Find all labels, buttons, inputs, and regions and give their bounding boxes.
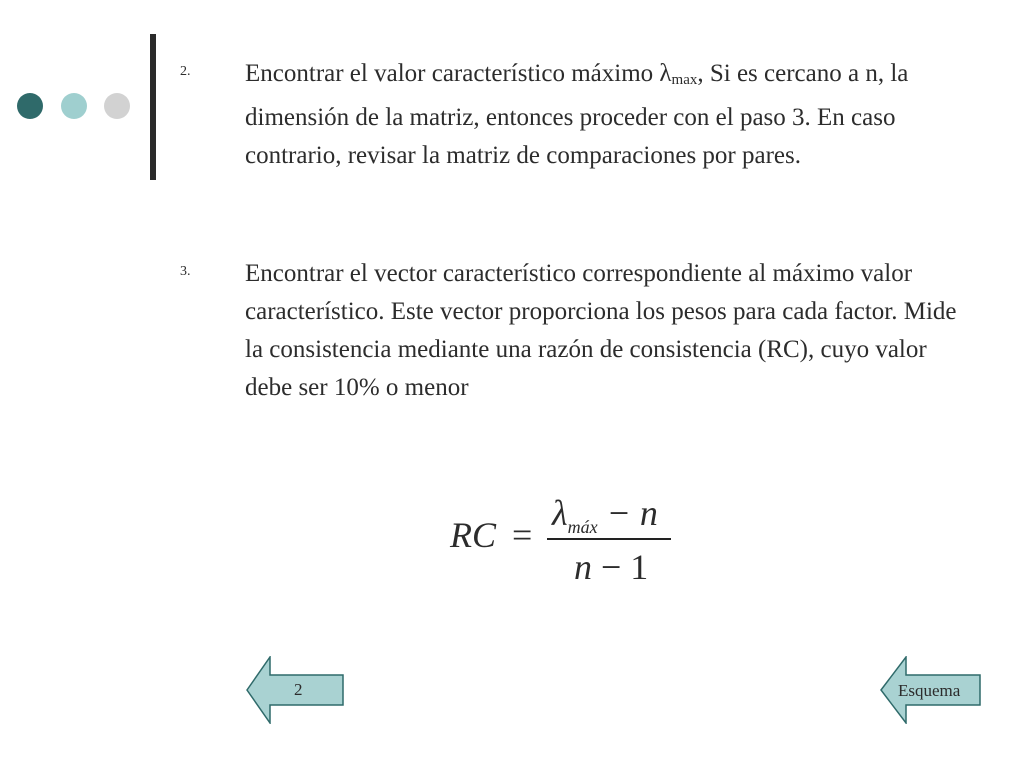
next-slide-label: Esquema bbox=[898, 681, 961, 700]
item-number: 2. bbox=[180, 64, 191, 79]
formula-denominator bbox=[574, 546, 648, 588]
decor-dot-teal bbox=[61, 93, 87, 119]
formula-lambda: λ bbox=[552, 493, 568, 533]
formula-numerator bbox=[552, 492, 658, 538]
prev-slide-label: 2 bbox=[294, 680, 303, 699]
formula-den-n: n bbox=[574, 547, 592, 587]
formula-lhs: RC bbox=[450, 515, 497, 555]
prev-slide-button[interactable] bbox=[246, 656, 346, 724]
formula-numerator-rest: − n bbox=[597, 493, 658, 533]
formula-den-rest: − 1 bbox=[592, 547, 649, 587]
item-text: Encontrar el vector característico correspondiente al máximo valor característico. Este vector proporciona los pesos para cada factor. Mide la consistencia mediante una razón de consistencia (RC), cuyo valor debe ser 10% o menor bbox=[245, 260, 957, 401]
lambda-symbol: λ bbox=[659, 60, 672, 87]
decor-dot-gray bbox=[104, 93, 130, 119]
decor-dot-dark bbox=[17, 93, 43, 119]
item-text-part: Encontrar el valor característico máximo bbox=[245, 60, 660, 87]
item-text bbox=[245, 55, 960, 175]
consistency-ratio-formula bbox=[450, 490, 690, 590]
formula-lambda-sub: máx bbox=[567, 517, 598, 537]
item-text-part: , Si es cercano a n, la dimensión de la matriz, entonces proceder con el paso 3. En caso contrario, revisar la matriz de comparaciones por pares. bbox=[245, 60, 909, 169]
next-slide-button[interactable] bbox=[880, 656, 982, 724]
lambda-subscript: max bbox=[671, 72, 698, 88]
formula-equals: = bbox=[512, 515, 533, 555]
fraction-bar bbox=[547, 538, 671, 540]
decor-vertical-bar bbox=[150, 34, 156, 180]
item-number: 3. bbox=[180, 264, 191, 279]
